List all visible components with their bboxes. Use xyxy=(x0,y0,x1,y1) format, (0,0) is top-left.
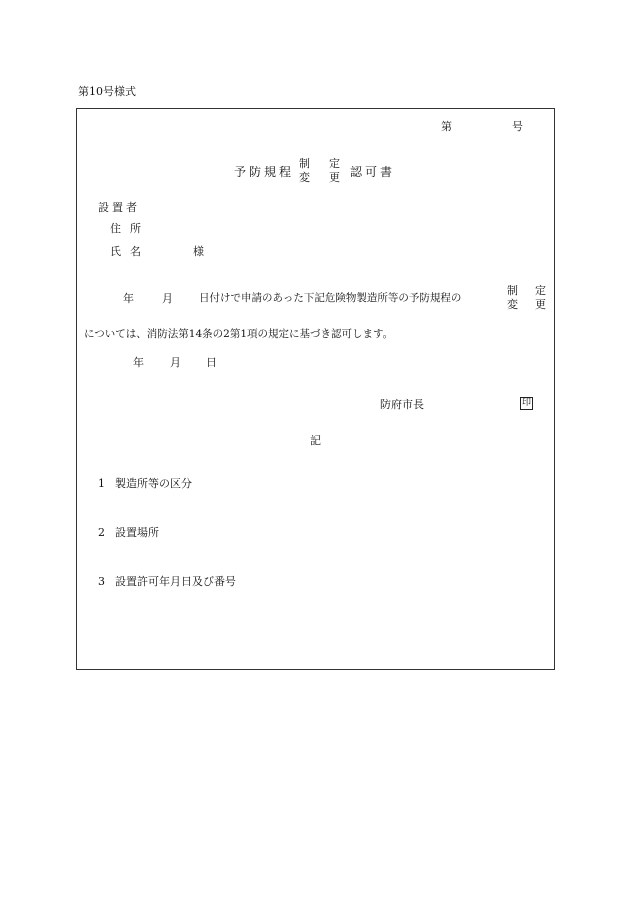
item-1-label: 製造所等の区分 xyxy=(115,477,192,490)
item-1-number: 1 xyxy=(98,477,105,490)
ki-heading: 記 xyxy=(310,434,321,447)
date-month: 月 xyxy=(170,356,181,369)
form-number: 第10号様式 xyxy=(78,85,136,98)
doc-number-go: 号 xyxy=(512,120,523,133)
title-henkou-bottom: 更 xyxy=(329,171,340,184)
item-2-number: 2 xyxy=(98,526,105,539)
label-sama: 様 xyxy=(193,245,204,258)
title-suffix: 認可書 xyxy=(350,165,396,179)
seal-mark: 印 xyxy=(521,398,531,408)
title-seitei-bottom: 定 xyxy=(329,157,340,170)
body-opt-henkou-bottom: 更 xyxy=(535,298,546,311)
date-year: 年 xyxy=(133,356,144,369)
label-setchisha: 設置者 xyxy=(98,201,140,214)
issuer-name: 防府市長 xyxy=(380,398,424,411)
title-seitei-top: 制 xyxy=(299,157,310,170)
item-3-label: 設置許可年月日及び番号 xyxy=(115,575,236,588)
item-3-number: 3 xyxy=(98,575,105,588)
label-jusho: 住所 xyxy=(110,222,150,235)
body-opt-seitei-bottom: 定 xyxy=(535,284,546,297)
body-opt-henkou-top: 変 xyxy=(507,298,518,311)
body-year: 年 xyxy=(123,292,134,305)
label-shimei: 氏名 xyxy=(110,245,150,258)
body-line1: 日付けで申請のあった下記危険物製造所等の予防規程の xyxy=(199,292,462,304)
body-opt-seitei-top: 制 xyxy=(507,284,518,297)
item-2-label: 設置場所 xyxy=(115,526,159,539)
date-day: 日 xyxy=(206,356,217,369)
title-henkou-top: 変 xyxy=(299,171,310,184)
body-month: 月 xyxy=(162,292,173,305)
title-prefix: 予防規程 xyxy=(234,165,295,179)
body-line2: については、消防法第14条の2第1項の規定に基づき認可します。 xyxy=(84,328,394,340)
doc-number-dai: 第 xyxy=(441,120,452,133)
